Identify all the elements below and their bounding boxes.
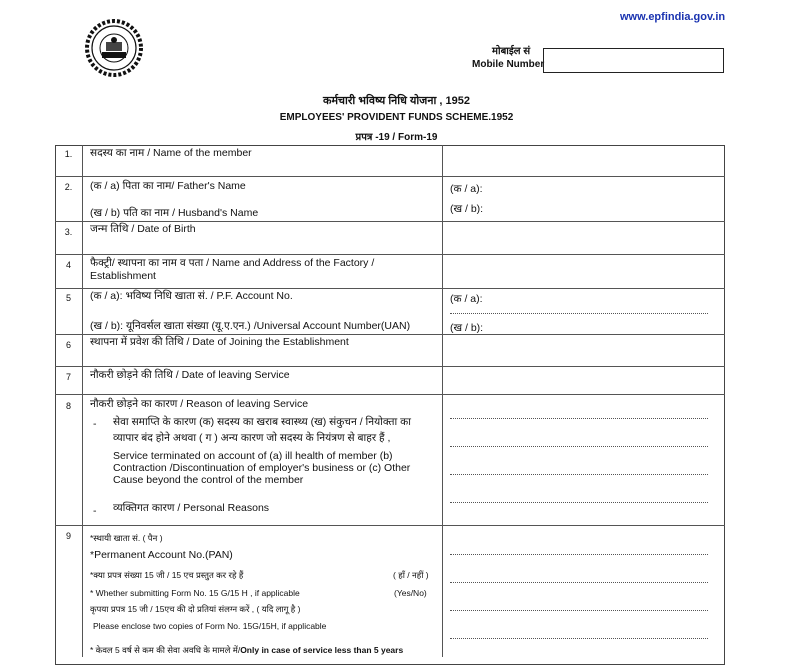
termination-reason-cont2: Cause beyond the control of the member	[113, 474, 304, 486]
enclose-copies: Please enclose two copies of Form No. 15G/15H, if applicable	[93, 621, 327, 631]
termination-reason-cont: Contraction /Discontinuation of employer's business or (c) Other	[113, 462, 411, 474]
reason-dotted-line[interactable]	[450, 502, 708, 503]
husband-name-label: (ख / b) पति का नाम / Husband's Name	[90, 207, 259, 219]
dotted-line[interactable]	[450, 638, 708, 639]
row-number: 8	[65, 401, 71, 411]
factory-address-label: फैक्ट्री/ स्थापना का नाम व पता / Name and Address of the Factory /	[90, 257, 375, 269]
factory-address-label-cont: Establishment	[90, 270, 156, 282]
form-number: प्रपत्र -19 / Form-19	[355, 132, 438, 143]
row-number: 2.	[64, 182, 73, 192]
date-of-birth-field[interactable]	[443, 222, 724, 253]
website-url: www.epfindia.gov.in	[620, 11, 726, 23]
reason-dotted-line[interactable]	[450, 474, 708, 475]
uan-field[interactable]: (ख / b):	[450, 322, 484, 334]
mobile-number-field[interactable]	[543, 48, 724, 73]
row-number: 3.	[64, 227, 73, 237]
row-number: 9	[65, 531, 71, 541]
row-number: 5	[65, 293, 71, 303]
pan-dotted-line[interactable]	[450, 554, 708, 555]
bullet: -	[93, 418, 97, 430]
termination-reason: Service terminated on account of (a) ill health of member (b)	[113, 450, 393, 462]
form15-dotted-line[interactable]	[450, 582, 708, 583]
reason-dotted-line[interactable]	[450, 446, 708, 447]
pan-label: *Permanent Account No.(PAN)	[90, 549, 233, 561]
row-divider	[55, 176, 725, 177]
row-divider	[55, 525, 725, 526]
reason-leaving-label: नौकरी छोड़ने का कारण / Reason of leaving Service	[90, 398, 309, 410]
pan-label-hindi: *स्थायी खाता सं. ( पैन )	[90, 533, 163, 543]
father-name-field[interactable]: (क / a):	[450, 183, 483, 195]
factory-address-field[interactable]	[443, 255, 724, 287]
date-of-joining-label: स्थापना में प्रवेश की तिथि / Date of Joining the Establishment	[90, 336, 349, 348]
service-footnote-hindi-text: * केवल 5 वर्ष से कम की सेवा अवधि के मामले में/	[90, 645, 241, 655]
row-divider	[55, 394, 725, 395]
uan-label: (ख / b): यूनिवर्सल खाता संख्या (यू.ए.एन.) /Universal Account Number(UAN)	[90, 320, 411, 332]
pf-account-field[interactable]: (क / a):	[450, 293, 483, 305]
scheme-title: EMPLOYEES' PROVIDENT FUNDS SCHEME.1952	[279, 112, 514, 123]
scheme-title-hindi: कर्मचारी भविष्य निधि योजना , 1952	[323, 95, 470, 107]
date-of-joining-field[interactable]	[443, 335, 724, 365]
form15-question: * Whether submitting Form No. 15 G/15 H , if applicable	[90, 588, 300, 598]
mobile-label-hindi: मोबाईल सं	[492, 46, 531, 57]
member-name-field[interactable]	[443, 146, 724, 175]
father-name-label: (क / a) पिता का नाम/ Father's Name	[90, 180, 246, 192]
row-number: 7	[65, 372, 71, 382]
row-number: 6	[65, 340, 71, 350]
pf-account-label: (क / a): भविष्य निधि खाता सं. / P.F. Account No.	[90, 290, 293, 302]
date-of-leaving-field[interactable]	[443, 367, 724, 393]
epfo-emblem-icon	[84, 18, 144, 78]
row-number: 1.	[64, 149, 73, 159]
form15-options-hindi: ( हाँ / नहीं )	[393, 570, 429, 580]
husband-name-field[interactable]: (ख / b):	[450, 203, 484, 215]
bullet: -	[93, 505, 97, 517]
enclose-copies-hindi: कृपया प्रपत्र 15 जी / 15एच की दो प्रतियां संलग्न करें , ( यदि लागू है )	[90, 604, 301, 614]
date-of-birth-label: जन्म तिथि / Date of Birth	[90, 223, 196, 235]
form15-question-hindi: *क्या प्रपत्र संख्या 15 जी / 15 एच प्रस्तुत कर रहे हैं	[90, 570, 244, 580]
service-footnote-hindi	[90, 644, 403, 657]
personal-reasons-label: व्यक्तिगत कारण / Personal Reasons	[113, 502, 270, 514]
form15-options: (Yes/No)	[394, 588, 427, 598]
member-name-label: सदस्य का नाम / Name of the member	[90, 147, 252, 159]
termination-reason-hindi-cont: व्यापार बंद होने अथवा ( ग ) अन्य कारण जो सदस्य के नियंत्रण से बाहर हैं ,	[113, 432, 391, 444]
row-number: 4	[65, 260, 71, 270]
mobile-label: Mobile Number	[472, 59, 545, 70]
dotted-line[interactable]	[450, 610, 708, 611]
pf-account-dotted-line	[450, 313, 708, 314]
row-divider	[55, 288, 725, 289]
reason-dotted-line[interactable]	[450, 418, 708, 419]
date-of-leaving-label: नौकरी छोड़ने की तिथि / Date of leaving Service	[90, 369, 290, 381]
termination-reason-hindi: सेवा समाप्ति के कारण (क) सदस्य का खराब स्वास्थ्य (ख) संकुचन / नियोक्ता का	[113, 416, 411, 428]
service-footnote: Only in case of service less than 5 years	[240, 645, 404, 655]
